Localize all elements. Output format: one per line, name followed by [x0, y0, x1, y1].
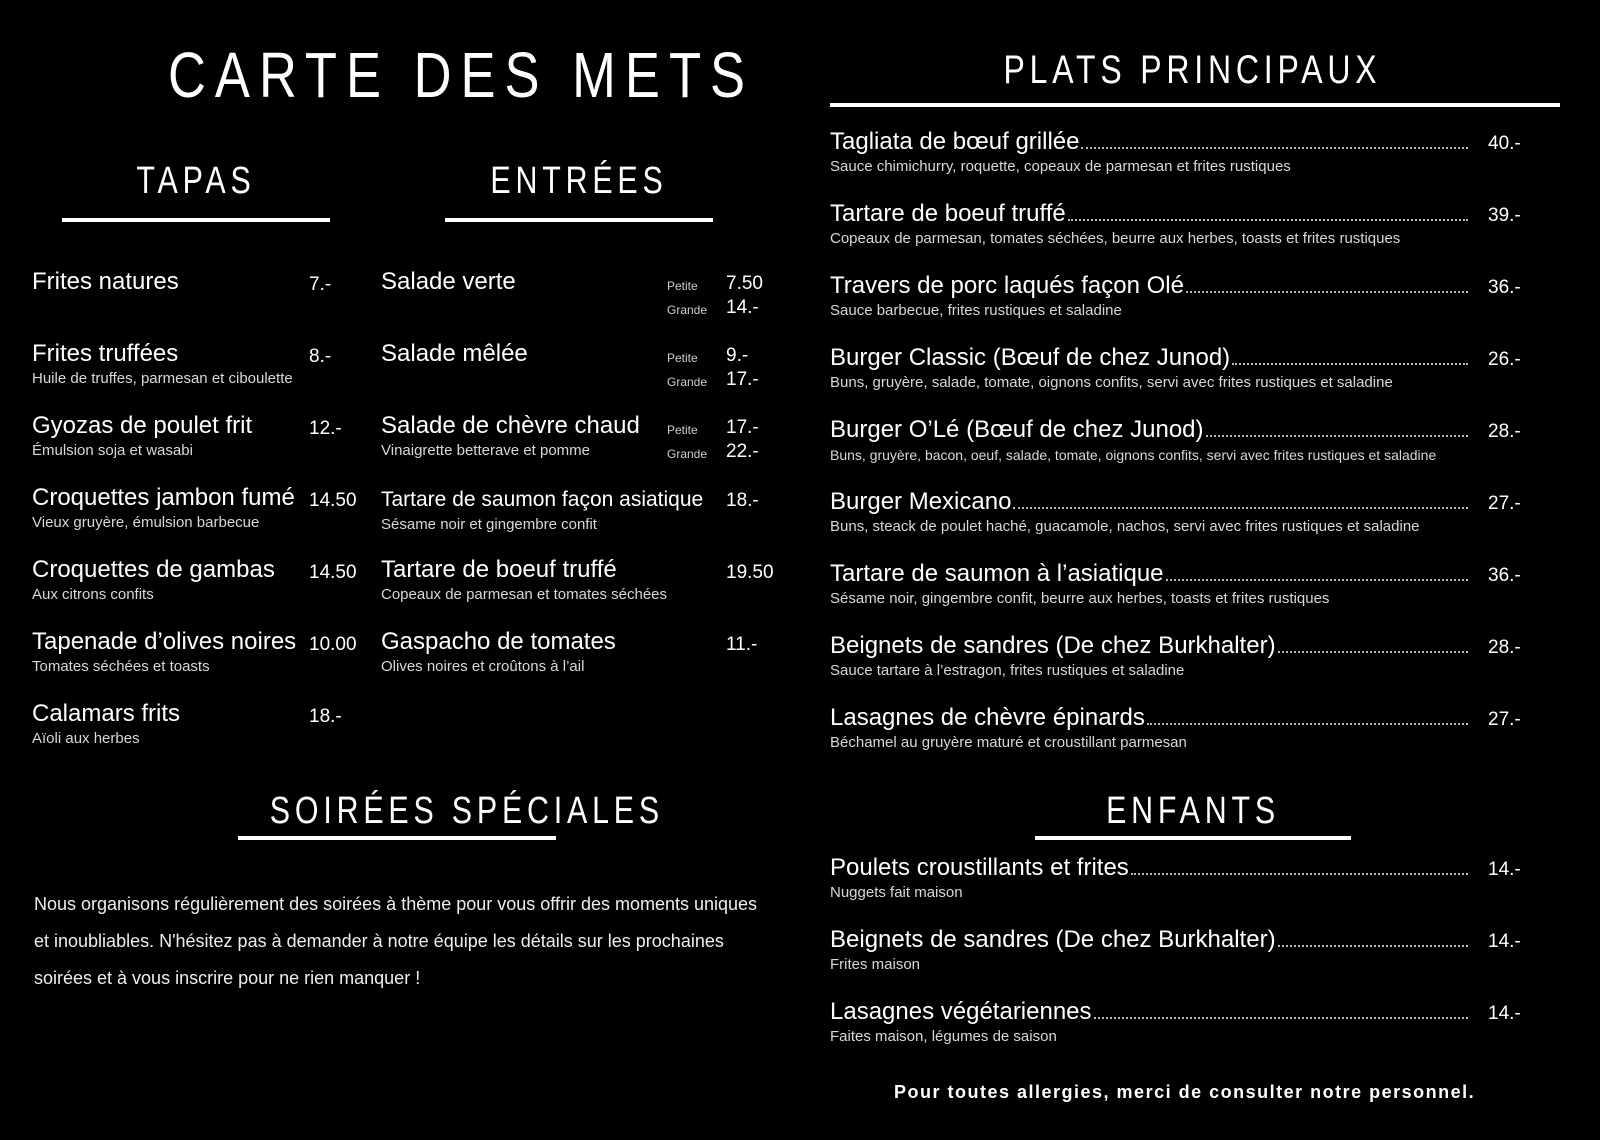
item-description: Nuggets fait maison — [830, 884, 963, 901]
item-description: Béchamel au gruyère maturé et croustillant parmesan — [830, 734, 1187, 751]
item-price: 18.- — [309, 706, 342, 727]
item-name: Beignets de sandres (De chez Burkhalter) — [830, 926, 1276, 953]
item-price: 27.- — [1488, 493, 1521, 514]
item-name: Poulets croustillants et frites — [830, 854, 1129, 881]
dot-leader — [1131, 872, 1468, 875]
list-item — [830, 200, 1552, 248]
divider — [238, 836, 556, 840]
item-name: Tartare de boeuf truffé — [381, 556, 617, 583]
size-label: Petite — [667, 279, 698, 293]
list-item — [381, 268, 516, 296]
item-price: 27.- — [1488, 709, 1521, 730]
item-price: 9.- — [726, 345, 749, 366]
item-description: Aïoli aux herbes — [32, 730, 140, 747]
item-description: Émulsion soja et wasabi — [32, 442, 193, 459]
item-description: Sauce barbecue, frites rustiques et saladine — [830, 302, 1122, 319]
item-description: Olives noires et croûtons à l’ail — [381, 658, 585, 675]
item-name: Tagliata de bœuf grillée — [830, 128, 1080, 155]
item-price: 14.50 — [309, 562, 357, 583]
list-item — [830, 632, 1552, 680]
dot-leader — [1278, 944, 1468, 947]
item-name: Travers de porc laqués façon Olé — [830, 272, 1184, 299]
dot-leader — [1081, 146, 1468, 149]
item-description: Huile de truffes, parmesan et ciboulette — [32, 370, 293, 387]
section-title-plats: PLATS PRINCIPAUX — [1003, 48, 1382, 92]
list-item — [32, 556, 275, 604]
list-item — [32, 340, 293, 388]
item-description: Copeaux de parmesan et tomates séchées — [381, 586, 668, 603]
item-name: Lasagnes végétariennes — [830, 998, 1092, 1025]
item-price: 7.- — [309, 274, 332, 295]
item-price: 39.- — [1488, 205, 1521, 226]
soirees-text: Nous organisons régulièrement des soirées à thème pour vous offrir des moments uniques et inoubliables. N'hésitez pas à demander à notre équipe les détails sur les prochaines soirées et à vous inscrire pour ne rien manquer ! — [34, 894, 758, 988]
item-price: 10.00 — [309, 634, 357, 655]
item-price: 17.- — [726, 369, 759, 390]
item-price: 22.- — [726, 441, 759, 462]
list-item — [32, 484, 295, 532]
list-item — [32, 700, 180, 748]
section-title-entrees: ENTRÉES — [490, 160, 668, 202]
item-name: Salade mêlée — [381, 340, 528, 367]
item-price: 36.- — [1488, 277, 1521, 298]
item-price: 17.- — [726, 417, 759, 438]
dot-leader — [1206, 434, 1468, 437]
item-name: Tartare de saumon façon asiatique — [381, 488, 704, 511]
section-title-soirees: SOIRÉES SPÉCIALES — [269, 790, 664, 832]
item-name: Croquettes de gambas — [32, 556, 275, 583]
section-title-tapas: TAPAS — [136, 160, 256, 202]
dot-leader — [1166, 578, 1468, 581]
list-item — [381, 412, 640, 460]
size-label: Grande — [667, 375, 708, 389]
list-item — [830, 704, 1552, 752]
item-price: 8.- — [309, 346, 332, 367]
dot-leader — [1013, 506, 1468, 509]
item-name: Gyozas de poulet frit — [32, 412, 253, 439]
item-name: Beignets de sandres (De chez Burkhalter) — [830, 632, 1276, 659]
list-item — [381, 628, 616, 676]
list-item — [381, 340, 528, 368]
list-item — [32, 268, 179, 296]
item-name: Gaspacho de tomates — [381, 628, 616, 655]
item-name: Tartare de saumon à l’asiatique — [830, 560, 1164, 587]
list-item — [32, 412, 252, 460]
page-title: CARTE DES METS — [168, 39, 755, 111]
item-description: Frites maison — [830, 956, 921, 973]
item-description: Vinaigrette betterave et pomme — [381, 442, 591, 459]
divider — [1035, 836, 1351, 840]
item-name: Tapenade d’olives noires — [32, 628, 297, 655]
item-name: Croquettes jambon fumé — [32, 484, 295, 511]
list-item — [830, 344, 1552, 392]
dot-leader — [1278, 650, 1468, 653]
item-description: Tomates séchées et toasts — [32, 658, 210, 675]
divider — [830, 103, 1560, 107]
list-item — [32, 628, 296, 676]
item-description: Faites maison, légumes de saison — [830, 1028, 1057, 1045]
size-label: Petite — [667, 351, 698, 365]
list-item — [381, 556, 667, 604]
item-price: 19.50 — [726, 562, 774, 583]
item-name: Burger Classic (Bœuf de chez Junod) — [830, 344, 1231, 371]
item-price: 28.- — [1488, 421, 1521, 442]
item-price: 26.- — [1488, 349, 1521, 370]
list-item — [830, 128, 1552, 176]
size-label: Grande — [667, 447, 708, 461]
section-title-enfants: ENFANTS — [1106, 790, 1280, 832]
dot-leader — [1147, 722, 1468, 725]
item-name: Salade verte — [381, 268, 516, 295]
divider — [62, 218, 330, 222]
item-description: Vieux gruyère, émulsion barbecue — [32, 514, 260, 531]
list-item — [830, 560, 1552, 608]
item-description: Buns, steack de poulet haché, guacamole, nachos, servi avec frites rustiques et saladine — [830, 518, 1420, 535]
list-item — [830, 488, 1552, 536]
item-name: Frites truffées — [32, 340, 179, 367]
allergy-notice: Pour toutes allergies, merci de consulter notre personnel. — [894, 1082, 1476, 1102]
item-price: 36.- — [1488, 565, 1521, 586]
item-description: Aux citrons confits — [32, 586, 154, 603]
size-label: Petite — [667, 423, 698, 437]
item-name: Burger Mexicano — [830, 488, 1012, 515]
item-description: Sésame noir, gingembre confit, beurre aux herbes, toasts et frites rustiques — [830, 590, 1330, 607]
item-price: 12.- — [309, 418, 342, 439]
list-item — [830, 416, 1552, 464]
item-price: 14.- — [726, 297, 759, 318]
dot-leader — [1186, 290, 1468, 293]
list-item — [830, 854, 1552, 902]
item-price: 28.- — [1488, 637, 1521, 658]
list-item — [830, 926, 1552, 974]
item-name: Burger O’Lé (Bœuf de chez Junod) — [830, 416, 1204, 443]
dot-leader — [1094, 1016, 1468, 1019]
list-item — [830, 998, 1552, 1046]
item-name: Tartare de boeuf truffé — [830, 200, 1066, 227]
item-description: Sésame noir et gingembre confit — [381, 516, 597, 533]
dot-leader — [1232, 362, 1468, 365]
item-price: 14.- — [1488, 931, 1521, 952]
item-description: Buns, gruyère, bacon, oeuf, salade, tomate, oignons confits, servi avec frites rustiques et saladine — [830, 447, 1437, 463]
item-name: Lasagnes de chèvre épinards — [830, 704, 1145, 731]
list-item — [381, 486, 703, 534]
item-price: 40.- — [1488, 133, 1521, 154]
divider — [445, 218, 713, 222]
item-price: 14.50 — [309, 490, 357, 511]
item-price: 14.- — [1488, 859, 1521, 880]
item-price: 18.- — [726, 490, 759, 511]
list-item — [830, 272, 1552, 320]
item-description: Copeaux de parmesan, tomates séchées, beurre aux herbes, toasts et frites rustiques — [830, 230, 1401, 247]
item-name: Salade de chèvre chaud — [381, 412, 640, 439]
item-name: Frites natures — [32, 268, 179, 295]
item-price: 14.- — [1488, 1003, 1521, 1024]
item-price: 11.- — [726, 634, 758, 655]
dot-leader — [1068, 218, 1468, 221]
item-price: 7.50 — [726, 273, 763, 294]
item-name: Calamars frits — [32, 700, 181, 727]
item-description: Sauce tartare à l’estragon, frites rustiques et saladine — [830, 662, 1185, 679]
item-description: Buns, gruyère, salade, tomate, oignons confits, servi avec frites rustiques et saladine — [830, 374, 1393, 391]
item-description: Sauce chimichurry, roquette, copeaux de parmesan et frites rustiques — [830, 158, 1291, 175]
size-label: Grande — [667, 303, 708, 317]
